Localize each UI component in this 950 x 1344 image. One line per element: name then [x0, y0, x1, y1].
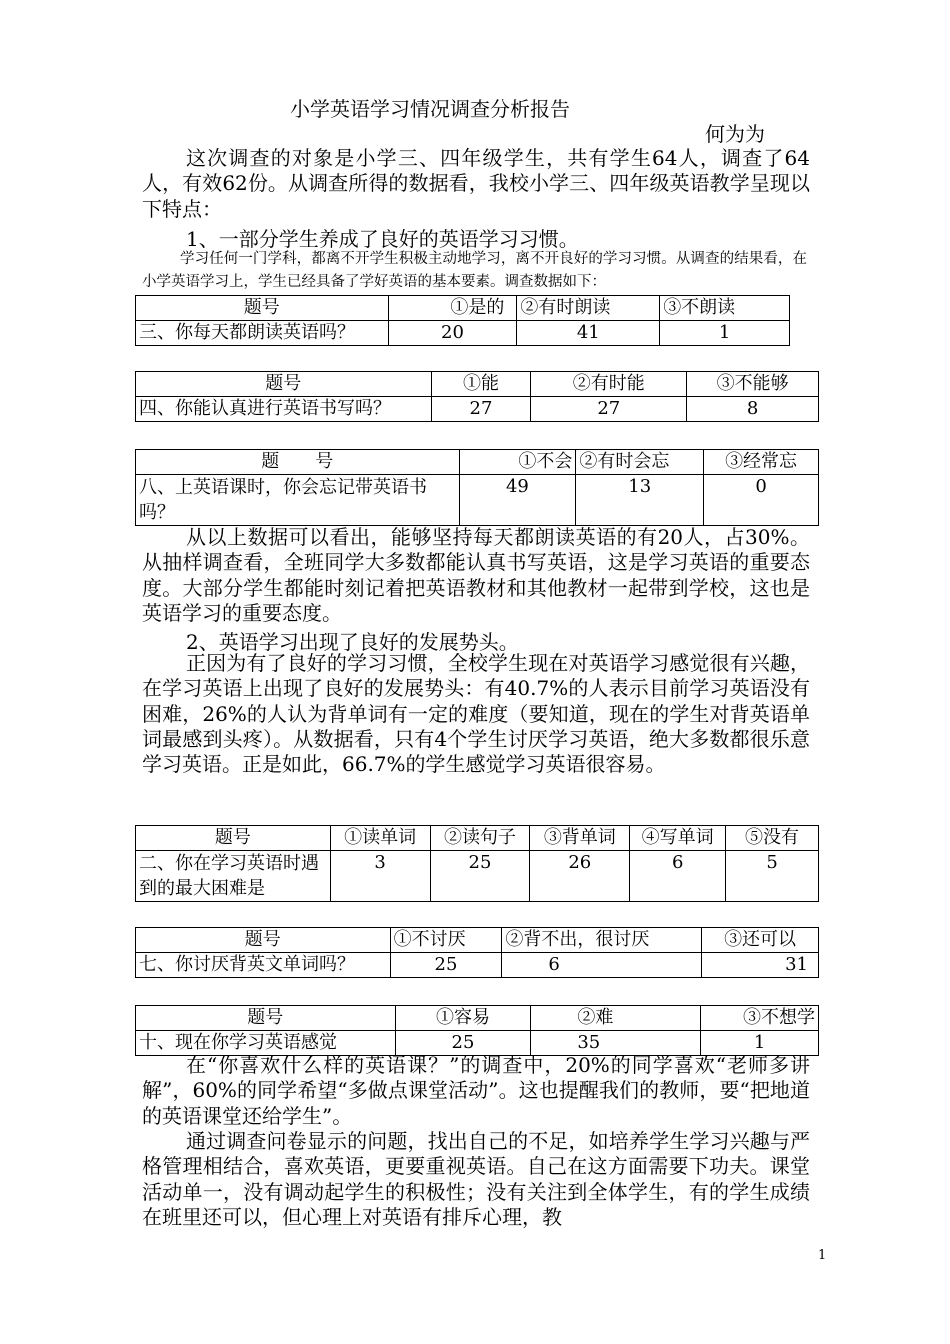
question-cell: 四、你能认真进行英语书写吗？	[136, 397, 432, 422]
header-cell: ①不讨厌	[390, 928, 502, 953]
value-cell: 3	[330, 851, 430, 902]
value-cell: 20	[388, 321, 517, 346]
intro-paragraph: 这次调查的对象是小学三、四年级学生，共有学生64人，调查了64人，有效62份。从调查所得的数据看，我校小学三、四年级英语教学呈现以下特点：	[142, 146, 810, 221]
header-cell: ①能	[431, 372, 531, 397]
header-cell: ②有时能	[531, 372, 687, 397]
question-cell: 三、你每天都朗读英语吗？	[136, 321, 389, 346]
analysis-paragraph-1: 从以上数据可以看出，能够坚持每天都朗读英语的有20人，占30%。从抽样调查看，全班同学大多数都能认真书写英语，这是学习英语的重要态度。大部分学生都能时刻记着把英语教材和其他教材一起带到学校，这也是英语学习的重要态度。	[142, 525, 810, 625]
page-number: 1	[818, 1248, 827, 1263]
survey-table-difficulty	[135, 825, 819, 902]
survey-table-writing	[135, 371, 819, 422]
author-name: 何为为	[705, 122, 765, 146]
table-header-row	[136, 296, 790, 321]
table-row	[136, 1031, 819, 1056]
header-cell: 题 号	[136, 450, 460, 475]
question-cell: 十、现在你学习英语感觉	[136, 1031, 396, 1056]
header-cell: ②有时会忘	[576, 450, 704, 475]
header-cell: ⑤没有	[726, 826, 819, 851]
value-cell: 6	[502, 953, 702, 978]
table-row	[136, 851, 819, 902]
header-cell: ③经常忘	[704, 450, 819, 475]
value-cell: 1	[660, 321, 790, 346]
survey-table-feeling	[135, 1005, 819, 1056]
header-cell: ②难	[531, 1006, 701, 1031]
question-cell: 二、你在学习英语时遇到的最大困难是	[136, 851, 331, 902]
header-cell: ①是的	[388, 296, 517, 321]
value-cell: 27	[531, 397, 687, 422]
data-intro-paragraph: 学习任何一门学科，都离不开学生积极主动地学习，离不开良好的学习习惯。从调查的结果看，在小学英语学习上，学生已经具备了学好英语的基本要素。调查数据如下：	[142, 251, 807, 290]
table-header-row	[136, 1006, 819, 1031]
value-cell: 31	[702, 953, 819, 978]
value-cell: 0	[704, 475, 819, 526]
value-cell: 25	[395, 1031, 531, 1056]
value-cell: 35	[531, 1031, 701, 1056]
value-cell: 13	[576, 475, 704, 526]
survey-table-reading	[135, 295, 790, 346]
table-row	[136, 321, 790, 346]
value-cell: 25	[430, 851, 530, 902]
analysis-paragraph-2: 正因为有了良好的学习习惯，全校学生现在对英语学习感觉很有兴趣，在学习英语上出现了良好的发展势头：有40.7%的人表示目前学习英语没有困难，26%的人认为背单词有一定的难度（要知道，现在的学生对背英语单词最感到头疼）。从数据看，只有4个学生讨厌学习英语，绝大多数都很乐意学习英语。正是如此，66.7%的学生感觉学习英语很容易。	[142, 651, 810, 777]
header-cell: ③不想学	[701, 1006, 819, 1031]
header-cell: 题号	[136, 826, 331, 851]
value-cell: 1	[701, 1031, 819, 1056]
table-row	[136, 397, 819, 422]
value-cell: 25	[390, 953, 502, 978]
header-cell: ②有时朗读	[517, 296, 660, 321]
header-cell: ③不能够	[687, 372, 819, 397]
header-cell: 题号	[136, 1006, 396, 1031]
table-header-row	[136, 372, 819, 397]
table-header-row	[136, 826, 819, 851]
value-cell: 6	[630, 851, 726, 902]
survey-table-vocabulary	[135, 927, 819, 978]
table-header-row	[136, 450, 819, 475]
value-cell: 5	[726, 851, 819, 902]
table-row	[136, 953, 819, 978]
value-cell: 27	[431, 397, 531, 422]
value-cell: 41	[517, 321, 660, 346]
header-cell: ②背不出，很讨厌	[502, 928, 702, 953]
header-cell: 题号	[136, 928, 391, 953]
header-cell: ④写单词	[630, 826, 726, 851]
header-cell: ③不朗读	[660, 296, 790, 321]
header-cell: ②读句子	[430, 826, 530, 851]
header-cell: ①读单词	[330, 826, 430, 851]
value-cell: 26	[530, 851, 630, 902]
header-cell: ①容易	[395, 1006, 531, 1031]
table-row	[136, 475, 819, 526]
analysis-paragraph-3: 在“你喜欢什么样的英语课？”的调查中，20%的同学喜欢“老师多讲解”，60%的同学希望“多做点课堂活动”。这也提醒我们的教师，要“把地道的英语课堂还给学生”。	[142, 1053, 810, 1128]
section-heading-2: 2、英语学习出现了良好的发展势头。	[186, 630, 519, 654]
survey-table-book	[135, 449, 819, 526]
question-cell: 七、你讨厌背英文单词吗？	[136, 953, 391, 978]
header-cell: ③背单词	[530, 826, 630, 851]
header-cell: ①不会	[459, 450, 576, 475]
question-cell: 八、上英语课时，你会忘记带英语书吗？	[136, 475, 460, 526]
header-cell: ③还可以	[702, 928, 819, 953]
value-cell: 49	[459, 475, 576, 526]
value-cell: 8	[687, 397, 819, 422]
header-cell: 题号	[136, 372, 432, 397]
table-header-row	[136, 928, 819, 953]
header-cell: 题号	[136, 296, 389, 321]
section-heading-1: 1、一部分学生养成了良好的英语学习习惯。	[186, 227, 579, 251]
reflection-paragraph: 通过调查问卷显示的问题，找出自己的不足，如培养学生学习兴趣与严格管理相结合，喜欢英语，更要重视英语。自己在这方面需要下功夫。课堂活动单一，没有调动起学生的积极性；没有关注到全体学生，有的学生成绩在班里还可以，但心理上对英语有排斥心理，教	[142, 1129, 810, 1229]
report-title: 小学英语学习情况调查分析报告	[290, 97, 570, 121]
